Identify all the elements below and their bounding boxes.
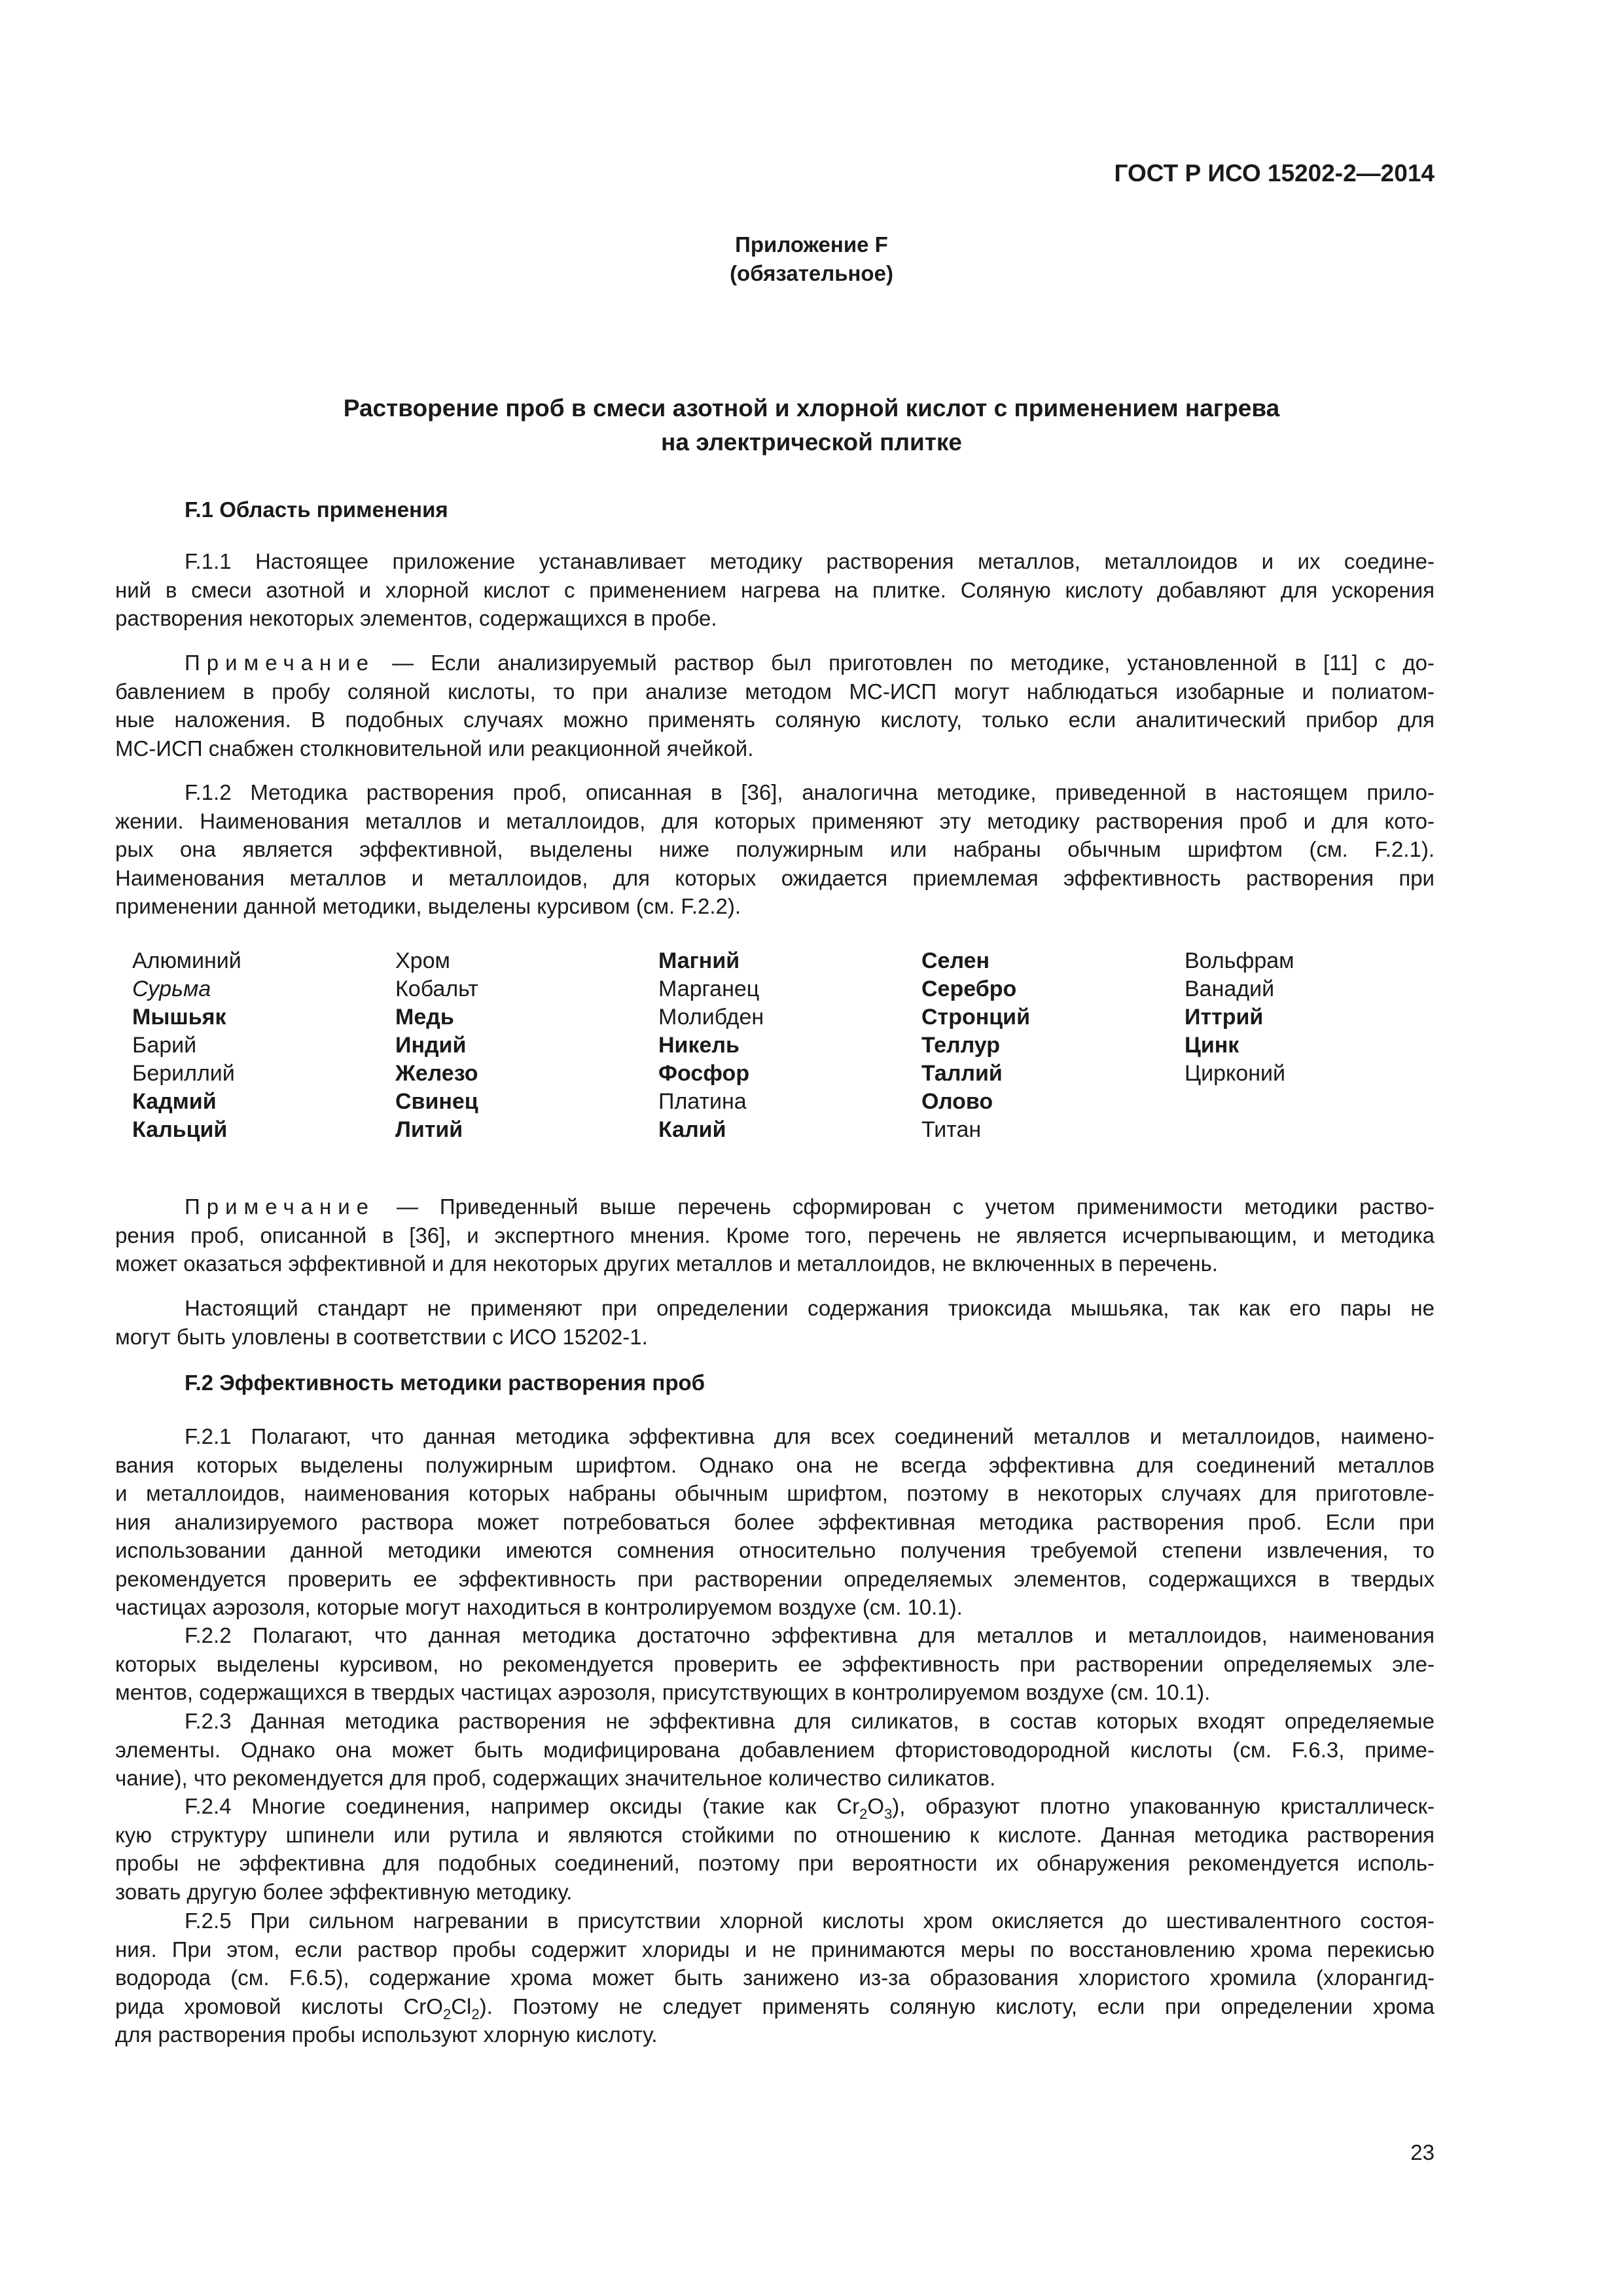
- element-name: Никель: [658, 1033, 740, 1058]
- paragraph-f2-5: [115, 1907, 1435, 2049]
- element-name: Магний: [658, 948, 740, 973]
- element-name: Серебро: [921, 977, 1017, 1001]
- text-line: пробы не эффективна для подобных соединений, поэтому при вероятности их обнаружения рекомендуется исполь-: [115, 1851, 1435, 1875]
- note-label: Примечание: [185, 1194, 376, 1219]
- element-name: Фосфор: [658, 1061, 750, 1086]
- text-line: вания которых выделены полужирным шрифтом. Однако она не всегда эффективна для соединений металлов: [115, 1452, 1435, 1477]
- subscript: 2: [442, 2005, 452, 2022]
- element-column: [921, 947, 1030, 1144]
- paragraph-f1-3: [115, 1294, 1435, 1351]
- note-1: [115, 649, 1435, 762]
- element-name: Стронций: [921, 1005, 1030, 1030]
- text-line: ные наложения. В подобных случаях можно применять соляную кислоту, только если аналитический прибор для: [115, 708, 1435, 732]
- text-line: для растворения пробы используют хлорную кислоту.: [115, 2022, 658, 2047]
- text-line: рекомендуется проверить ее эффективность при растворении определяемых элементов, содержащихся в твердых: [115, 1566, 1435, 1591]
- text-run: ), образуют плотно упакованную кристаллическ-: [892, 1794, 1435, 1818]
- text-line: использовании данной методики имеются сомнения относительно получения требуемой степени извлечения, то: [115, 1538, 1435, 1562]
- text-line: [115, 1992, 1435, 2021]
- element-name: Алюминий: [132, 948, 241, 973]
- text-line: ментов, содержащихся в твердых частицах аэрозоля, присутствующих в контролируемом воздухе (см. 10.1).: [115, 1680, 1211, 1704]
- element-name: Селен: [921, 948, 990, 973]
- subscript: 2: [859, 1806, 868, 1822]
- text-run: F.2.4 Многие соединения, например оксиды (такие как Cr: [185, 1794, 860, 1818]
- text-line: рения проб, описанной в [36], и экспертного мнения. Кроме того, перечень не является исчерпывающим, и методика: [115, 1223, 1435, 1247]
- element-name: Хром: [395, 948, 450, 973]
- element-name: Свинец: [395, 1089, 478, 1114]
- element-name: Вольфрам: [1185, 948, 1294, 973]
- paragraph-f2-1: [115, 1422, 1435, 1622]
- text-line: Наименования металлов и металлоидов, для которых ожидается приемлемая эффективность растворения при: [115, 865, 1435, 890]
- text-line: F.2.2 Полагают, что данная методика достаточно эффективна для металлов и металлоидов, наименования: [185, 1623, 1435, 1647]
- text-line: МС-ИСП снабжен столкновительной или реакционной ячейкой.: [115, 736, 754, 761]
- annex-status: (обязательное): [730, 261, 893, 285]
- text-line: ния. При этом, если раствор пробы содержит хлориды и не принимаются меры по восстановлению хрома перекисью: [115, 1937, 1435, 1962]
- note-label: Примечание: [185, 651, 376, 675]
- element-name: Кадмий: [132, 1089, 217, 1114]
- text-run: O: [867, 1794, 884, 1818]
- element-name: Медь: [395, 1005, 454, 1030]
- annex-title-line1: Растворение проб в смеси азотной и хлорной кислот с применением нагрева: [343, 395, 1280, 422]
- element-name: Кобальт: [395, 977, 478, 1001]
- text-run: рида хромовой кислоты CrO: [115, 1994, 443, 2018]
- text-line: элементы. Однако она может быть модифицирована добавлением фтористоводородной кислоты (см. F.6.3, приме-: [115, 1737, 1435, 1762]
- document-code: ГОСТ Р ИСО 15202-2—2014: [1114, 160, 1435, 187]
- element-name: Титан: [921, 1117, 982, 1142]
- text-run: Cl: [451, 1994, 472, 2018]
- element-name: Литий: [395, 1117, 463, 1142]
- text-line: может оказаться эффективной и для некоторых других металлов и металлоидов, не включенных в перечень.: [115, 1251, 1218, 1276]
- element-name: Ванадий: [1185, 977, 1275, 1001]
- text-line: и металлоидов, наименования которых набраны обычным шрифтом, поэтому в некоторых случаях для приготовле-: [115, 1481, 1435, 1505]
- paragraph-f1-1: [115, 547, 1435, 633]
- element-name: Цинк: [1185, 1033, 1240, 1058]
- text-line: могут быть уловлены в соответствии с ИСО 15202-1.: [115, 1324, 648, 1349]
- subscript: 3: [884, 1806, 893, 1822]
- element-name: Железо: [395, 1061, 478, 1086]
- paragraph-f1-2: [115, 778, 1435, 921]
- element-name: Марганец: [658, 977, 760, 1001]
- text-line: ния анализируемого раствора может потребоваться более эффективная методика растворения проб. Если при: [115, 1509, 1435, 1534]
- text-line: F.2.5 При сильном нагревании в присутствии хлорной кислоты хром окисляется до шестивалентного состоя-: [185, 1909, 1435, 1933]
- element-column: [132, 947, 241, 1144]
- element-column: [395, 947, 478, 1144]
- element-column: [658, 947, 764, 1144]
- page-number: 23: [1410, 2140, 1435, 2164]
- element-name: Мышьяк: [132, 1005, 226, 1030]
- annex-label: Приложение F: [735, 232, 888, 257]
- subscript: 2: [471, 2005, 480, 2022]
- text-line: применении данной методики, выделены курсивом (см. F.2.2).: [115, 894, 741, 918]
- text-line: растворения некоторых элементов, содержащихся в пробе.: [115, 606, 717, 630]
- text-line: [115, 649, 1435, 677]
- element-name: Цирконий: [1185, 1061, 1285, 1086]
- note-text: — Если анализируемый раствор был приготовлен по методике, установленной в [11] с до-: [392, 651, 1435, 675]
- text-line: F.2.3 Данная методика растворения не эффективна для силикатов, в состав которых входят определяемые: [185, 1709, 1435, 1733]
- text-line: [115, 1792, 1435, 1821]
- element-name: Калий: [658, 1117, 726, 1142]
- text-line: F.1.1 Настоящее приложение устанавливает методику растворения металлов, металлоидов и их соедине-: [185, 549, 1435, 573]
- element-name: Кальций: [132, 1117, 228, 1142]
- paragraph-f2-3: [115, 1707, 1435, 1793]
- annex-title-line2: на электрической плитке: [661, 429, 962, 456]
- text-line: зовать другую более эффективную методику.: [115, 1879, 573, 1904]
- element-name: Индий: [395, 1033, 467, 1058]
- text-line: частицах аэрозоля, которые могут находиться в контролируемом воздухе (см. 10.1).: [115, 1595, 963, 1619]
- paragraph-f2-2: [115, 1621, 1435, 1707]
- text-line: чание), что рекомендуется для проб, содержащих значительное количество силикатов.: [115, 1766, 996, 1790]
- note-text: — Приведенный выше перечень сформирован с учетом применимости методики раство-: [396, 1194, 1435, 1219]
- element-name: Бериллий: [132, 1061, 235, 1086]
- paragraph-f2-4: [115, 1792, 1435, 1906]
- text-line: F.1.2 Методика растворения проб, описанная в [36], аналогична методике, приведенной в настоящем прило-: [185, 780, 1435, 804]
- element-column: [1185, 947, 1294, 1088]
- text-run: ). Поэтому не следует применять соляную кислоту, если при определении хрома: [479, 1994, 1435, 2018]
- element-name: Сурьма: [132, 977, 211, 1001]
- text-line: бавлением в пробу соляной кислоты, то при анализе методом МС-ИСП могут наблюдаться изобарные и полиатом-: [115, 679, 1435, 704]
- section-heading-f1: F.1 Область применения: [185, 497, 448, 522]
- element-name: Таллий: [921, 1061, 1003, 1086]
- element-name: Иттрий: [1185, 1005, 1264, 1030]
- element-name: Олово: [921, 1089, 993, 1114]
- element-name: Молибден: [658, 1005, 764, 1030]
- text-line: [115, 1193, 1435, 1221]
- text-line: F.2.1 Полагают, что данная методика эффективна для всех соединений металлов и металлоидов, наимено-: [185, 1424, 1435, 1448]
- text-line: кую структуру шпинели или рутила и являются стойкими по отношению к кислоте. Данная методика растворения: [115, 1822, 1435, 1847]
- text-line: жении. Наименования металлов и металлоидов, для которых применяют эту методику растворения проб и для кото-: [115, 808, 1435, 833]
- note-2: [115, 1193, 1435, 1278]
- text-line: ний в смеси азотной и хлорной кислот с применением нагрева на плитке. Соляную кислоту добавляют для ускорения: [115, 577, 1435, 602]
- text-line: рых она является эффективной, выделены ниже полужирным или набраны обычным шрифтом (см. F.2.1).: [115, 837, 1435, 861]
- element-name: Барий: [132, 1033, 197, 1058]
- text-line: которых выделены курсивом, но рекомендуется проверить ее эффективность при растворении определяемых эле-: [115, 1651, 1435, 1676]
- element-name: Платина: [658, 1089, 747, 1114]
- section-heading-f2: F.2 Эффективность методики растворения проб: [185, 1371, 705, 1395]
- element-name: Теллур: [921, 1033, 1000, 1058]
- text-line: водорода (см. F.6.5), содержание хрома может быть занижено из-за образования хлористого хромила (хлорангид-: [115, 1965, 1435, 1990]
- text-line: Настоящий стандарт не применяют при определении содержания триоксида мышьяка, так как его пары не: [185, 1296, 1435, 1320]
